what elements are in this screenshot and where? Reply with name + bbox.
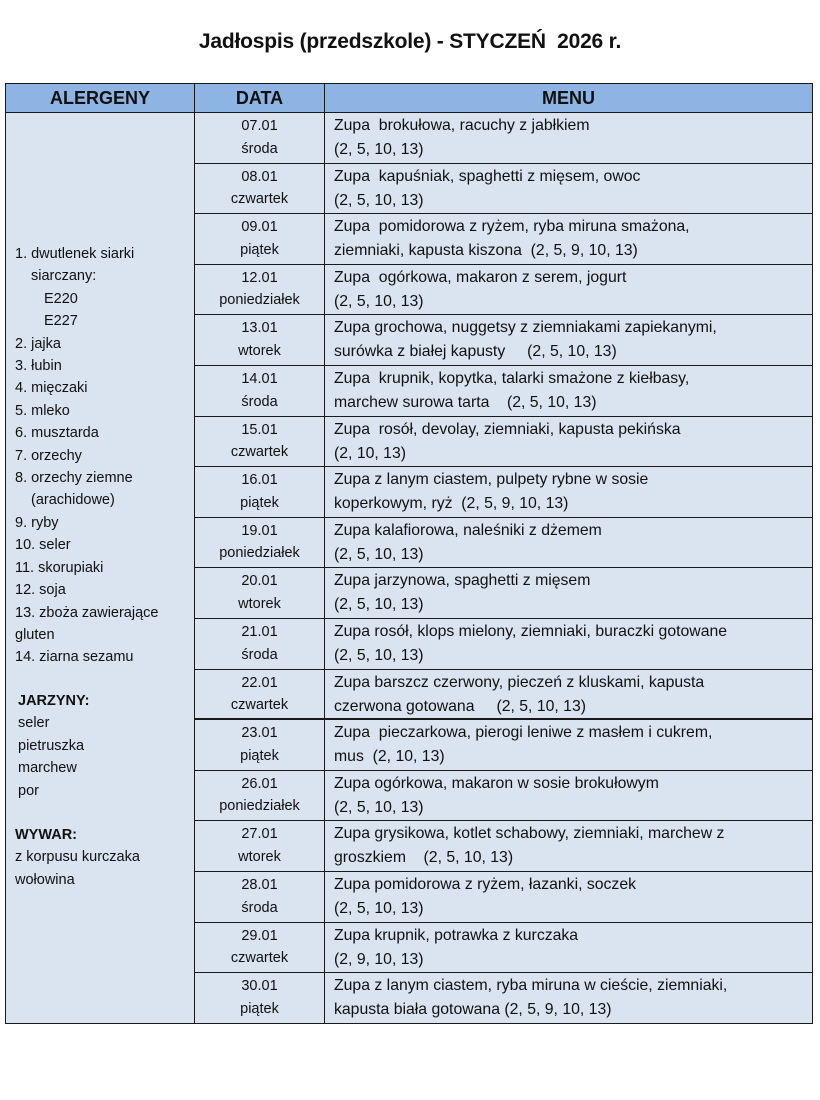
menu-cell [334, 417, 808, 468]
menu-cell [334, 568, 808, 619]
date-value: 30.01 [241, 978, 278, 995]
menu-line: Zupa pomidorowa z ryżem, łazanki, soczek [334, 876, 637, 893]
table-row [195, 366, 812, 417]
date-value: 26.01 [241, 775, 278, 792]
menu-cell [334, 265, 808, 316]
vegetables-section [18, 690, 89, 802]
menu-rows [195, 113, 812, 1023]
menu-line: Zupa krupnik, potrawka z kurczaka [334, 926, 579, 944]
allergen-item: (arachidowe) [31, 492, 115, 509]
date-cell [195, 518, 325, 568]
menu-cell [334, 872, 808, 923]
table-row [195, 315, 812, 366]
table-row [195, 821, 812, 872]
menu-line: Zupa jarzynowa, spaghetti z mięsem [334, 572, 591, 590]
broth-section [15, 824, 140, 891]
day-name: poniedziałek [219, 292, 300, 309]
menu-cell [334, 315, 808, 366]
table-row [195, 113, 812, 164]
date-cell [195, 670, 325, 719]
menu-line: Zupa kapuśniak, spaghetti z mięsem, owoc [334, 167, 641, 185]
date-value: 07.01 [241, 118, 278, 134]
date-value: 27.01 [241, 826, 278, 843]
broth-item: wołowina [15, 871, 75, 888]
allergen-item: siarczany: [31, 268, 97, 285]
allergen-item: 11. skorupiaki [15, 559, 104, 576]
table-row [195, 670, 812, 721]
table-row [195, 720, 812, 771]
date-value: 12.01 [241, 269, 278, 286]
menu-cell [334, 821, 808, 872]
menu-line: marchew surowa tarta (2, 5, 10, 13) [334, 394, 597, 411]
date-value: 09.01 [241, 219, 278, 236]
date-value: 29.01 [241, 927, 278, 944]
day-name: wtorek [238, 848, 281, 865]
menu-line: (2, 5, 10, 13) [334, 647, 424, 664]
menu-cell [334, 771, 808, 822]
day-name: środa [241, 899, 278, 916]
menu-line: Zupa grysikowa, kotlet schabowy, ziemniaki, marchew z [334, 825, 725, 843]
day-name: czwartek [230, 950, 289, 967]
allergen-item: E227 [44, 313, 78, 330]
date-cell [195, 214, 325, 264]
date-value: 19.01 [241, 522, 278, 539]
table-row [195, 973, 812, 1024]
header-date: DATA [195, 84, 325, 113]
broth-item: z korpusu kurczaka [15, 849, 140, 866]
date-value: 08.01 [241, 168, 278, 185]
date-cell [195, 720, 325, 770]
menu-cell [334, 214, 808, 265]
day-name: piątek [240, 1000, 279, 1017]
menu-line: (2, 5, 10, 13) [334, 596, 424, 614]
date-cell [195, 771, 325, 821]
date-cell [195, 619, 325, 669]
day-name: wtorek [238, 595, 281, 612]
allergen-item: 9. ryby [15, 514, 59, 531]
menu-cell [334, 366, 808, 417]
menu-line: kapusta biała gotowana (2, 5, 9, 10, 13) [334, 1001, 612, 1019]
date-cell [195, 417, 325, 467]
day-name: poniedziałek [219, 545, 300, 562]
broth-label: WYWAR: [15, 827, 78, 843]
table-row [195, 872, 812, 923]
menu-line: (2, 9, 10, 13) [334, 950, 424, 968]
menu-line: (2, 5, 10, 13) [334, 798, 424, 816]
menu-cell [334, 720, 808, 771]
date-cell [195, 568, 325, 618]
table-row [195, 771, 812, 822]
menu-line: mus (2, 10, 13) [334, 748, 445, 766]
allergens-column [6, 113, 195, 1023]
day-name: środa [241, 393, 278, 410]
date-cell [195, 265, 325, 315]
vegetable-item: pietruszka [18, 737, 85, 754]
menu-line: Zupa rosół, klops mielony, ziemniaki, buraczki gotowane [334, 623, 728, 640]
date-cell [195, 872, 325, 922]
date-cell [195, 467, 325, 517]
page-title: Jadłospis (przedszkole) - STYCZEŃ 2026 r. [198, 30, 622, 53]
table-row [195, 518, 812, 569]
menu-cell [334, 619, 808, 670]
vegetable-item: seler [18, 715, 50, 732]
menu-cell [334, 113, 808, 164]
menu-cell [334, 518, 808, 569]
menu-line: Zupa grochowa, nuggetsy z ziemniakami zapiekanymi, [334, 319, 717, 337]
allergen-item: E220 [44, 290, 78, 307]
date-value: 14.01 [241, 371, 278, 387]
date-value: 20.01 [241, 573, 278, 590]
date-cell [195, 164, 325, 214]
vegetable-item: marchew [18, 760, 77, 777]
menu-line: groszkiem (2, 5, 10, 13) [334, 849, 514, 867]
menu-cell [334, 923, 808, 974]
menu-line: Zupa rosół, devolay, ziemniaki, kapusta pekińska [334, 420, 681, 438]
allergen-item: 7. orzechy [15, 447, 82, 464]
allergen-item: 10. seler [15, 537, 71, 554]
allergen-item: 12. soja [15, 582, 66, 599]
table-row [195, 164, 812, 215]
date-value: 28.01 [241, 877, 278, 893]
date-cell [195, 973, 325, 1024]
menu-cell [334, 467, 808, 518]
menu-line: Zupa ogórkowa, makaron w sosie brokułowym [334, 774, 659, 792]
vegetables-label: JARZYNY: [18, 693, 90, 709]
menu-line: Zupa kalafiorowa, naleśniki z dżemem [334, 521, 602, 539]
menu-line: (2, 5, 10, 13) [334, 141, 424, 158]
allergen-item: 2. jajka [15, 335, 61, 352]
menu-line: Zupa krupnik, kopytka, talarki smażone z kiełbasy, [334, 370, 690, 387]
date-cell [195, 366, 325, 416]
day-name: czwartek [230, 697, 289, 714]
table-row [195, 467, 812, 518]
menu-line: (2, 5, 10, 13) [334, 545, 424, 563]
menu-line: (2, 5, 10, 13) [334, 191, 424, 209]
header-allergens: ALERGENY [6, 84, 195, 113]
menu-cell [334, 973, 808, 1025]
menu-line: Zupa brokułowa, racuchy z jabłkiem [334, 117, 590, 134]
menu-line: Zupa z lanym ciastem, ryba miruna w cieście, ziemniaki, [334, 977, 728, 995]
day-name: czwartek [230, 444, 289, 461]
date-value: 15.01 [241, 421, 278, 438]
day-name: środa [241, 140, 278, 157]
allergen-item: gluten [15, 626, 55, 643]
allergen-item: 6. musztarda [15, 425, 99, 442]
date-cell [195, 923, 325, 973]
day-name: czwartek [230, 191, 289, 208]
date-value: 21.01 [241, 624, 278, 640]
menu-line: koperkowym, ryż (2, 5, 9, 10, 13) [334, 495, 569, 513]
allergen-item: 5. mleko [15, 402, 70, 419]
allergen-item: 8. orzechy ziemne [15, 470, 133, 487]
allergen-item: 3. łubin [15, 358, 62, 375]
allergen-list [15, 243, 158, 669]
menu-line: Zupa barszcz czerwony, pieczeń z kluskami, kapusta [334, 673, 705, 691]
allergen-item: 1. dwutlenek siarki [15, 246, 135, 262]
day-name: wtorek [238, 342, 281, 359]
date-value: 13.01 [241, 320, 278, 337]
day-name: piątek [240, 747, 279, 764]
menu-line: (2, 5, 10, 13) [334, 900, 424, 917]
table-row [195, 265, 812, 316]
menu-line: ziemniaki, kapusta kiszona (2, 5, 9, 10, 13) [334, 242, 638, 260]
menu-cell [334, 164, 808, 215]
table-row [195, 619, 812, 670]
menu-line: czerwona gotowana (2, 5, 10, 13) [334, 697, 587, 715]
table-row [195, 417, 812, 468]
date-value: 22.01 [241, 674, 278, 691]
date-value: 23.01 [241, 725, 278, 742]
table-row [195, 568, 812, 619]
menu-line: surówka z białej kapusty (2, 5, 10, 13) [334, 343, 617, 361]
menu-line: (2, 5, 10, 13) [334, 292, 424, 310]
table-row [195, 214, 812, 265]
menu-table [5, 83, 813, 1024]
header-menu: MENU [325, 84, 812, 113]
menu-line: Zupa pomidorowa z ryżem, ryba miruna smażona, [334, 218, 690, 236]
menu-line: Zupa ogórkowa, makaron z serem, jogurt [334, 268, 627, 286]
allergen-item: 14. ziarna sezamu [15, 649, 134, 666]
day-name: piątek [240, 241, 279, 258]
menu-line: (2, 10, 13) [334, 444, 407, 462]
menu-line: Zupa pieczarkowa, pierogi leniwe z masłem i cukrem, [334, 724, 713, 742]
day-name: piątek [240, 494, 279, 511]
menu-line: Zupa z lanym ciastem, pulpety rybne w sosie [334, 471, 649, 489]
date-cell [195, 821, 325, 871]
table-row [195, 923, 812, 974]
allergen-item: 13. zboża zawierające [15, 604, 159, 621]
day-name: środa [241, 646, 278, 663]
day-name: poniedziałek [219, 798, 300, 815]
menu-cell [334, 670, 808, 720]
date-value: 16.01 [241, 472, 278, 489]
allergen-item: 4. mięczaki [15, 380, 88, 397]
date-cell [195, 113, 325, 163]
vegetable-item: por [18, 782, 39, 799]
date-cell [195, 315, 325, 365]
